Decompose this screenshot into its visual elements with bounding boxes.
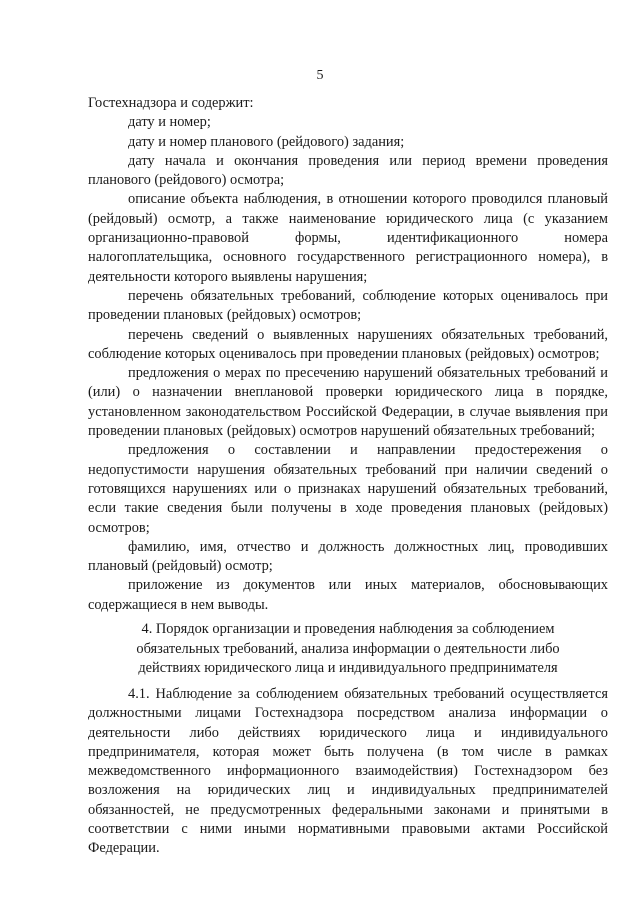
list-item: предложения о составлении и направлении предостережения о недопустимости нарушения обязательных требований при наличии сведений о готовящихся нарушениях или о признаках нарушений обязательных требований, если такие сведения были получены в ходе проведения плановых (рейдовых) осмотров; (88, 442, 608, 536)
list-item: описание объекта наблюдения, в отношении которого проводился плановый (рейдовый) осмотр, а также наименование юридического лица (с указанием организационно-правовой формы, идентификационного номера налогоплательщика, основного государственного регистрационного номера), в деятельности которого выявлены нарушения; (88, 191, 608, 285)
section-paragraph: 4.1. Наблюдение за соблюдением обязательных требований осуществляется должностными лицами Гостехнадзора посредством анализа информации о деятельности либо действиях юридического лица и индивидуального предпринимателя, которая может быть получена (в том числе в рамках межведомственного информационного взаимодействия) Гостехнадзором без возложения на юридических лиц и индивидуальных предпринимателей обязанностей, не предусмотренных федеральными законами и принятыми в соответствии с ними иными нормативными правовыми актами Российской Федерации. (88, 686, 608, 857)
section-4-1 (88, 685, 608, 859)
intro-line: Гостехнадзора и содержит: (88, 95, 254, 111)
list-item: предложения о мерах по пресечению нарушений обязательных требований и (или) о назначении внеплановой проверки юридического лица в порядке, установленном законодательством Российской Федерации, в случае выявления при проведении плановых (рейдовых) осмотров нарушений обязательных требований; (88, 365, 608, 440)
list-item: перечень обязательных требований, соблюдение которых оценивалось при проведении плановых (рейдовых) осмотров; (88, 287, 608, 324)
page-number: 5 (316, 68, 324, 83)
list-item: дату и номер; (128, 114, 211, 131)
list-item: дату и номер планового (рейдового) задания; (128, 133, 405, 150)
list-item: приложение из документов или иных материалов, обосновывающих содержащиеся в нем выводы. (88, 577, 608, 613)
heading-line: обязательных требований, анализа информации о деятельности либо (136, 640, 560, 657)
section-heading (88, 620, 608, 679)
list-item: дату начала и окончания проведения или период времени проведения планового (рейдового) осмотра; (88, 152, 608, 189)
list-item: фамилию, имя, отчество и должность должностных лиц, проводивших плановый (рейдовый) осмотр; (88, 538, 608, 575)
heading-line: 4. Порядок организации и проведения наблюдения за соблюдением (141, 621, 555, 637)
report-contents-list (88, 94, 608, 615)
heading-line: действиях юридического лица и индивидуального предпринимателя (138, 660, 558, 676)
list-item: перечень сведений о выявленных нарушениях обязательных требований, соблюдение которых оценивалось при проведении плановых (рейдовых) осмотров; (88, 326, 608, 362)
